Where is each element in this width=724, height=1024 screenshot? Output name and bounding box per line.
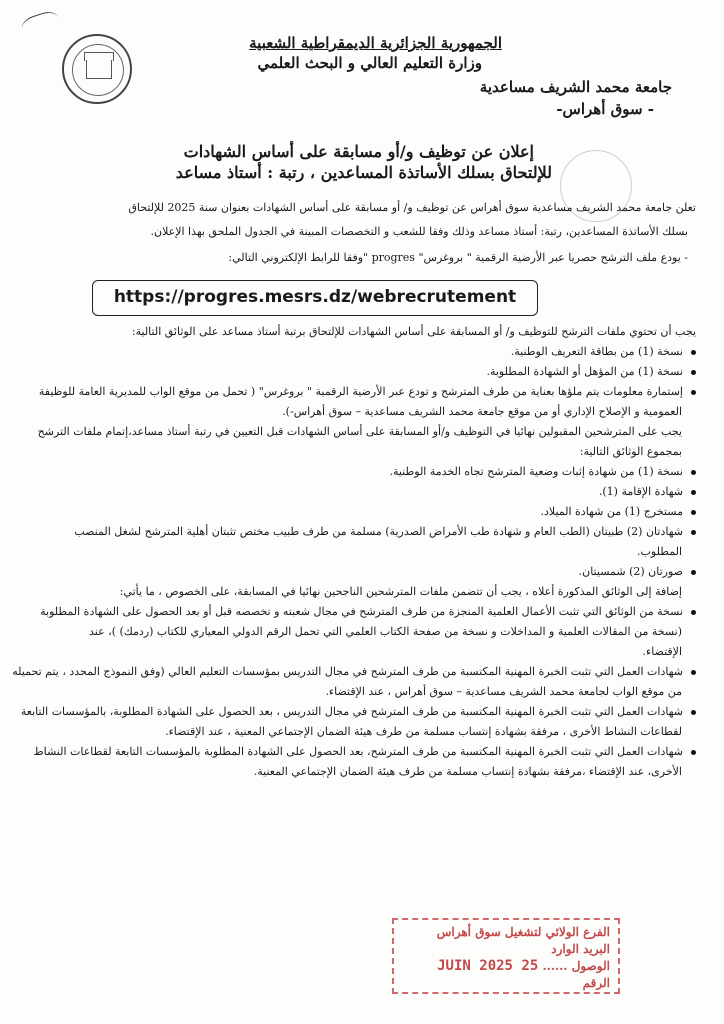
stamp-number: الرقم xyxy=(582,976,610,990)
list-item-continuation: لقطاعات النشاط الأخرى ، مرفقة بشهادة إنتساب مسلمة من طرف هيئة الضمان الإجتماعي المعنية ، عند الإقتضاء. xyxy=(165,725,682,738)
bullet-icon xyxy=(691,610,696,615)
bullet-icon xyxy=(691,530,696,535)
announcement-title-line-1: إعلان عن توظيف و/أو مسابقة على أساس الشهادات xyxy=(183,142,534,161)
list-item: شهادتان (2) طبيتان (الطب العام و شهادة طب الأمراض الصدرية) مسلمة من طرف طبيب مختص تثبتان أهلية المترشح لشغل المنصب xyxy=(24,522,696,542)
ministry-header: وزارة التعليم العالي و البحث العلمي xyxy=(257,54,482,72)
intro-line-1: تعلن جامعة محمد الشريف مساعدية سوق أهراس عن توظيف و/ أو مسابقة على أساس الشهادات بعنوان سنة 2025 للإلتحاق xyxy=(128,201,696,214)
list-item: إستمارة معلومات يتم ملؤها بعناية من طرف المترشح و تودع عبر الأرضية الرقمية " بروغرس" ( تحمل من موقع الواب للمديرية العامة للوظيفة xyxy=(24,382,696,402)
paragraph-line: بمجموع الوثائق التالية: xyxy=(579,445,682,458)
list-item: شهادة الإقامة (1). xyxy=(24,482,696,502)
stamp-office: الفرع الولائي لتشغيل سوق أهراس xyxy=(436,925,610,939)
bullet-icon xyxy=(691,510,696,515)
list-item: نسخة من الوثائق التي تثبت الأعمال العلمية المنجزة من طرف المترشح في مجال شعبته و تخصصه قبل أو بعد الحصول على الشهادة المطلوبة xyxy=(24,602,696,622)
republic-header: الجمهورية الجزائرية الديمقراطية الشعبية xyxy=(249,34,502,52)
list-item-continuation: (نسخة من المقالات العلمية و المداخلات و نسخة من صفحة الكتاب العلمي التي تحمل الرقم الدولي المعياري للكتاب (ردمك) )، عند xyxy=(88,625,682,638)
city-name: - سوق أهراس- xyxy=(556,100,654,118)
stamp-date: 25 JUIN 2025 xyxy=(437,958,539,974)
documents-section xyxy=(12,322,696,782)
list-item: نسخة (1) من شهادة إثبات وضعية المترشح تجاه الخدمة الوطنية. xyxy=(24,462,696,482)
list-item-continuation: المطلوب. xyxy=(637,545,682,558)
stamp-title: البريد الوارد xyxy=(551,942,610,956)
docs-intro: يجب أن تحتوي ملفات الترشح للتوظيف و/ أو المسابقة على أساس الشهادات للإلتحاق برتبة أستاذ مساعد على الوثائق التالية: xyxy=(131,325,696,338)
handwritten-mark xyxy=(19,9,62,43)
recruitment-url-box[interactable]: https://progres.mesrs.dz/webrecrutement xyxy=(92,280,538,316)
list-item: صورتان (2) شمسيتان. xyxy=(24,562,696,582)
list-item-continuation: العمومية و الإصلاح الإداري أو من موقع جامعة محمد الشريف مساعدية – سوق أهراس-). xyxy=(282,405,682,418)
bullet-icon xyxy=(691,390,696,395)
bullet-icon xyxy=(691,370,696,375)
intro-line-2: بسلك الأساتذة المساعدين، رتبة: أستاذ مساعد وذلك وفقا للشعب و التخصصات المبينة في الجدول الملحق بهذا الإعلان. xyxy=(150,225,688,238)
bullet-icon xyxy=(691,490,696,495)
list-item: شهادات العمل التي تثبت الخبرة المهنية المكتسبة من طرف المترشح، بعد الحصول على الشهادة المطلوبة بالمؤسسات التابعة لقطاعات النشاط xyxy=(24,742,696,762)
list-item-continuation: الإقتضاء. xyxy=(642,645,682,658)
list-item-continuation: الأخرى، عند الإقتضاء ،مرفقة بشهادة إنتساب مسلمة من طرف هيئة الضمان الإجتماعي المعنية. xyxy=(253,765,682,778)
list-item: مستخرج (1) من شهادة الميلاد. xyxy=(24,502,696,522)
paragraph-line: إضافة إلى الوثائق المذكورة أعلاه ، يجب أن تتضمن ملفات المترشحين الناجحين نهائيا في المسابقة، على الخصوص ، ما يأتي: xyxy=(119,585,682,598)
announcement-title-line-2: للإلتحاق بسلك الأساتذة المساعدين ، رتبة : أستاذ مساعد xyxy=(175,163,552,182)
bullet-icon xyxy=(691,710,696,715)
university-seal-icon xyxy=(62,34,132,104)
intro-line-3: - يودع ملف الترشح حصريا عبر الأرضية الرقمية " بروغرس" progres "وفقا للرابط الإلكتروني التالي: xyxy=(228,251,688,264)
seal-building-shape xyxy=(86,60,112,79)
bullet-icon xyxy=(691,670,696,675)
bullet-icon xyxy=(691,350,696,355)
list-item: شهادات العمل التي تثبت الخبرة المهنية المكتسبة من طرف المترشح في مجال التدريس بمؤسسات التعليم العالي (وفق النموذج المحدد ، يتم تحميله xyxy=(24,662,696,682)
list-item: شهادات العمل التي تثبت الخبرة المهنية المكتسبة من طرف المترشح في مجال التدريس ، بعد الحصول على الشهادة المطلوبة، بالمؤسسات التابعة xyxy=(24,702,696,722)
bullet-icon xyxy=(691,570,696,575)
paragraph-line: يجب على المترشحين المقبولين نهائيا في التوظيف و/أو المسابقة على أساس الشهادات قبل التعيين في رتبة أستاذ مساعد،إتمام ملفات الترشح xyxy=(37,425,682,438)
bullet-icon xyxy=(691,470,696,475)
list-item-continuation: من موقع الواب لجامعة محمد الشريف مساعدية – سوق أهراس ، عند الإقتضاء. xyxy=(325,685,682,698)
university-name: جامعة محمد الشريف مساعدية xyxy=(479,78,672,96)
bullet-icon xyxy=(691,750,696,755)
received-mail-stamp xyxy=(392,918,620,994)
list-item: نسخة (1) من المؤهل أو الشهادة المطلوبة. xyxy=(24,362,696,382)
stamp-arrival-row: الوصول ...... 25 JUIN 2025 xyxy=(437,958,610,974)
list-item: نسخة (1) من بطاقة التعريف الوطنية. xyxy=(24,342,696,362)
